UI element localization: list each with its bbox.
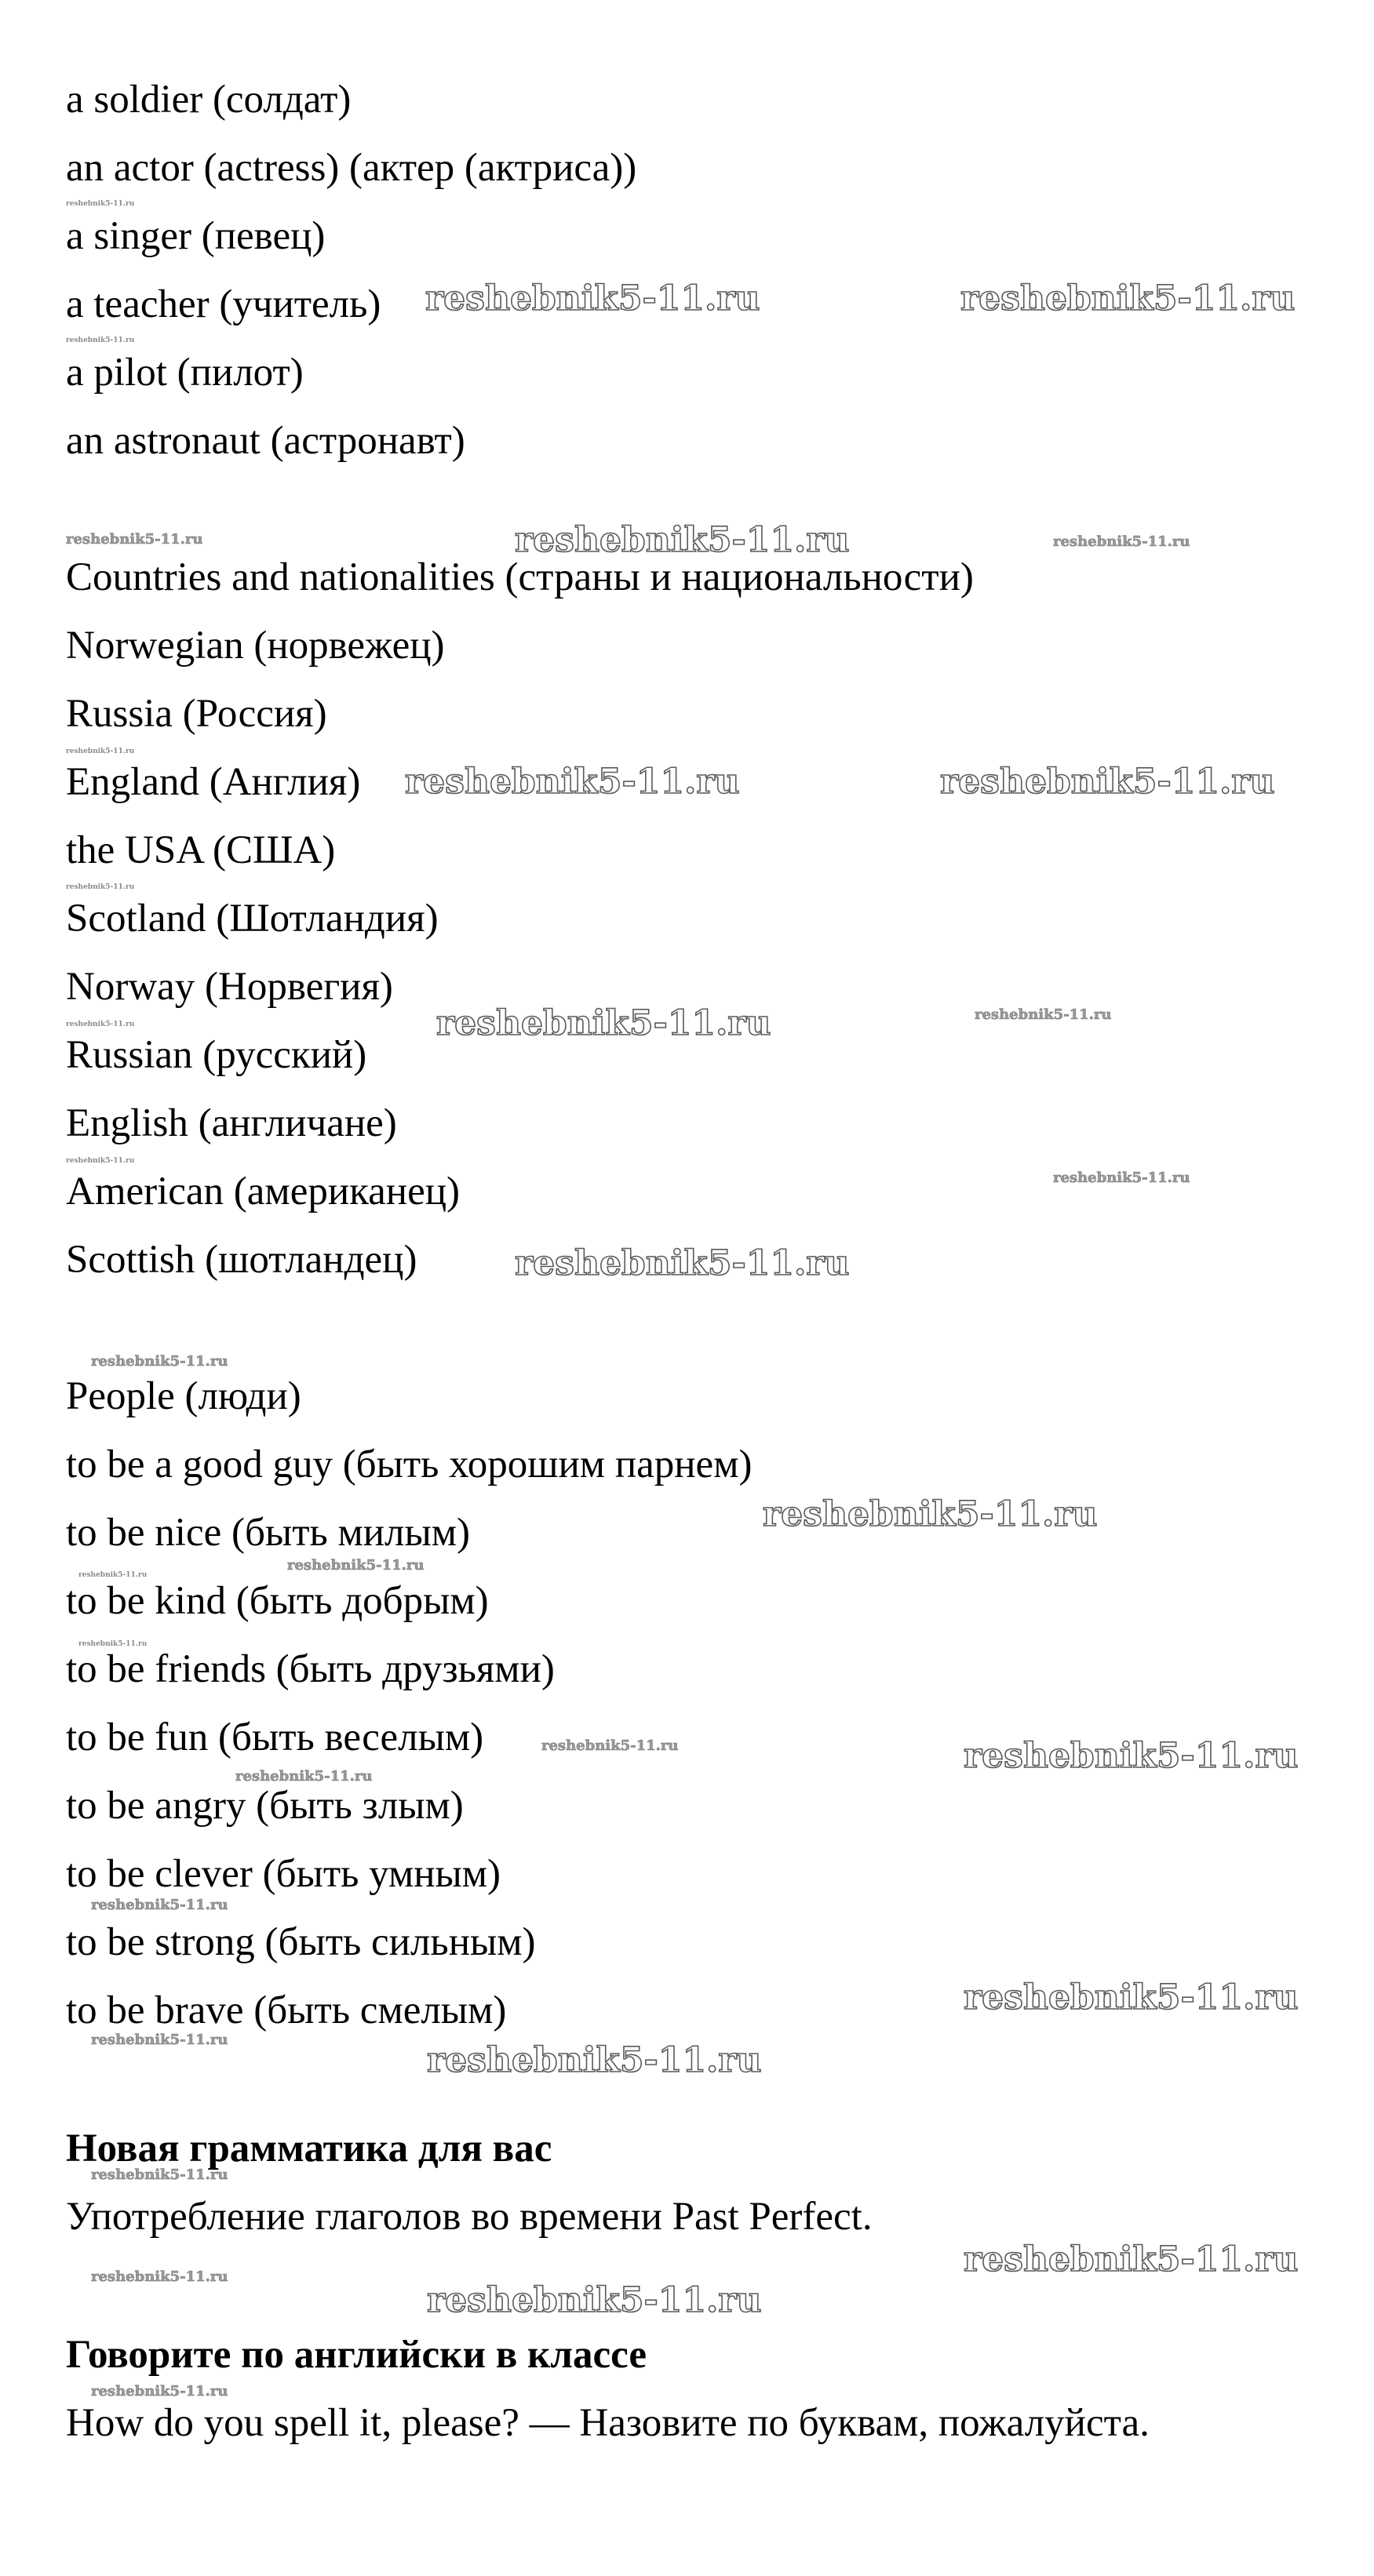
vocab-scotland: Scotland (Шотландия) [66, 897, 439, 941]
watermark: reshebnik5-11.ru [66, 1021, 135, 1028]
vocab-singer: a singer (певец) [66, 214, 326, 258]
watermark: reshebnik5-11.ru [960, 278, 1296, 318]
watermark: reshebnik5-11.ru [427, 2040, 762, 2080]
watermark: reshebnik5-11.ru [91, 2032, 228, 2048]
watermark: reshebnik5-11.ru [964, 2239, 1299, 2279]
vocab-strong: to be strong (быть сильным) [66, 1920, 536, 1964]
watermark: reshebnik5-11.ru [427, 2280, 762, 2320]
watermark: reshebnik5-11.ru [78, 1640, 148, 1648]
watermark: reshebnik5-11.ru [235, 1768, 373, 1785]
vocab-actor: an actor (actress) (актер (актриса)) [66, 146, 637, 190]
watermark: reshebnik5-11.ru [66, 883, 135, 891]
watermark: reshebnik5-11.ru [91, 2269, 228, 2285]
vocab-nice: to be nice (быть милым) [66, 1511, 471, 1555]
vocab-england: England (Англия) [66, 760, 361, 804]
vocab-angry: to be angry (быть злым) [66, 1784, 464, 1828]
vocab-norwegian: Norwegian (норвежец) [66, 624, 445, 668]
vocab-usa: the USA (США) [66, 828, 336, 872]
section-title-countries: Countries and nationalities (страны и национальности) [66, 555, 974, 599]
vocab-good-guy: to be a good guy (быть хорошим парнем) [66, 1443, 753, 1486]
watermark: reshebnik5-11.ru [66, 531, 203, 548]
vocab-astronaut: an astronaut (астронавт) [66, 419, 465, 463]
vocab-scottish: Scottish (шотландец) [66, 1238, 417, 1282]
phrase-spell-it: How do you spell it, please? — Назовите по буквам, пожалуйста. [66, 2401, 1150, 2445]
vocab-kind: to be kind (быть добрым) [66, 1579, 489, 1623]
vocab-russia: Russia (Россия) [66, 692, 327, 736]
watermark: reshebnik5-11.ru [425, 278, 760, 318]
vocab-clever: to be clever (быть умным) [66, 1852, 501, 1896]
heading-speak-english: Говорите по английски в классе [66, 2333, 647, 2377]
watermark: reshebnik5-11.ru [91, 2383, 228, 2400]
watermark: reshebnik5-11.ru [763, 1494, 1098, 1534]
grammar-past-perfect: Употребление глаголов во времени Past Perfect. [66, 2195, 873, 2239]
vocab-fun: to be fun (быть веселым) [66, 1716, 484, 1759]
watermark: reshebnik5-11.ru [287, 1557, 425, 1574]
watermark: reshebnik5-11.ru [940, 762, 1275, 802]
watermark: reshebnik5-11.ru [91, 1897, 228, 1913]
watermark: reshebnik5-11.ru [91, 1353, 228, 1370]
watermark: reshebnik5-11.ru [66, 1157, 135, 1165]
watermark: reshebnik5-11.ru [66, 200, 135, 208]
watermark: reshebnik5-11.ru [515, 520, 850, 560]
watermark: reshebnik5-11.ru [975, 1006, 1112, 1023]
watermark: reshebnik5-11.ru [91, 2167, 228, 2183]
watermark: reshebnik5-11.ru [541, 1737, 679, 1754]
watermark: reshebnik5-11.ru [515, 1243, 850, 1283]
vocab-american: American (американец) [66, 1170, 460, 1213]
vocab-norway: Norway (Норвегия) [66, 965, 393, 1009]
vocab-brave: to be brave (быть смелым) [66, 1988, 507, 2032]
section-title-people: People (люди) [66, 1374, 301, 1418]
watermark: reshebnik5-11.ru [1053, 1170, 1190, 1186]
vocab-teacher: a teacher (учитель) [66, 282, 381, 326]
watermark: reshebnik5-11.ru [78, 1571, 148, 1579]
vocab-friends: to be friends (быть друзьями) [66, 1647, 555, 1691]
vocab-russian: Russian (русский) [66, 1033, 367, 1077]
watermark: reshebnik5-11.ru [964, 1977, 1299, 2018]
vocab-pilot: a pilot (пилот) [66, 351, 304, 395]
watermark: reshebnik5-11.ru [66, 748, 135, 755]
vocab-soldier: a soldier (солдат) [66, 78, 352, 122]
watermark: reshebnik5-11.ru [436, 1003, 771, 1043]
watermark: reshebnik5-11.ru [66, 337, 135, 344]
watermark: reshebnik5-11.ru [964, 1736, 1299, 1776]
watermark: reshebnik5-11.ru [1053, 533, 1190, 550]
watermark: reshebnik5-11.ru [405, 762, 740, 802]
heading-new-grammar: Новая грамматика для вас [66, 2127, 552, 2170]
vocab-english: English (англичане) [66, 1101, 397, 1145]
